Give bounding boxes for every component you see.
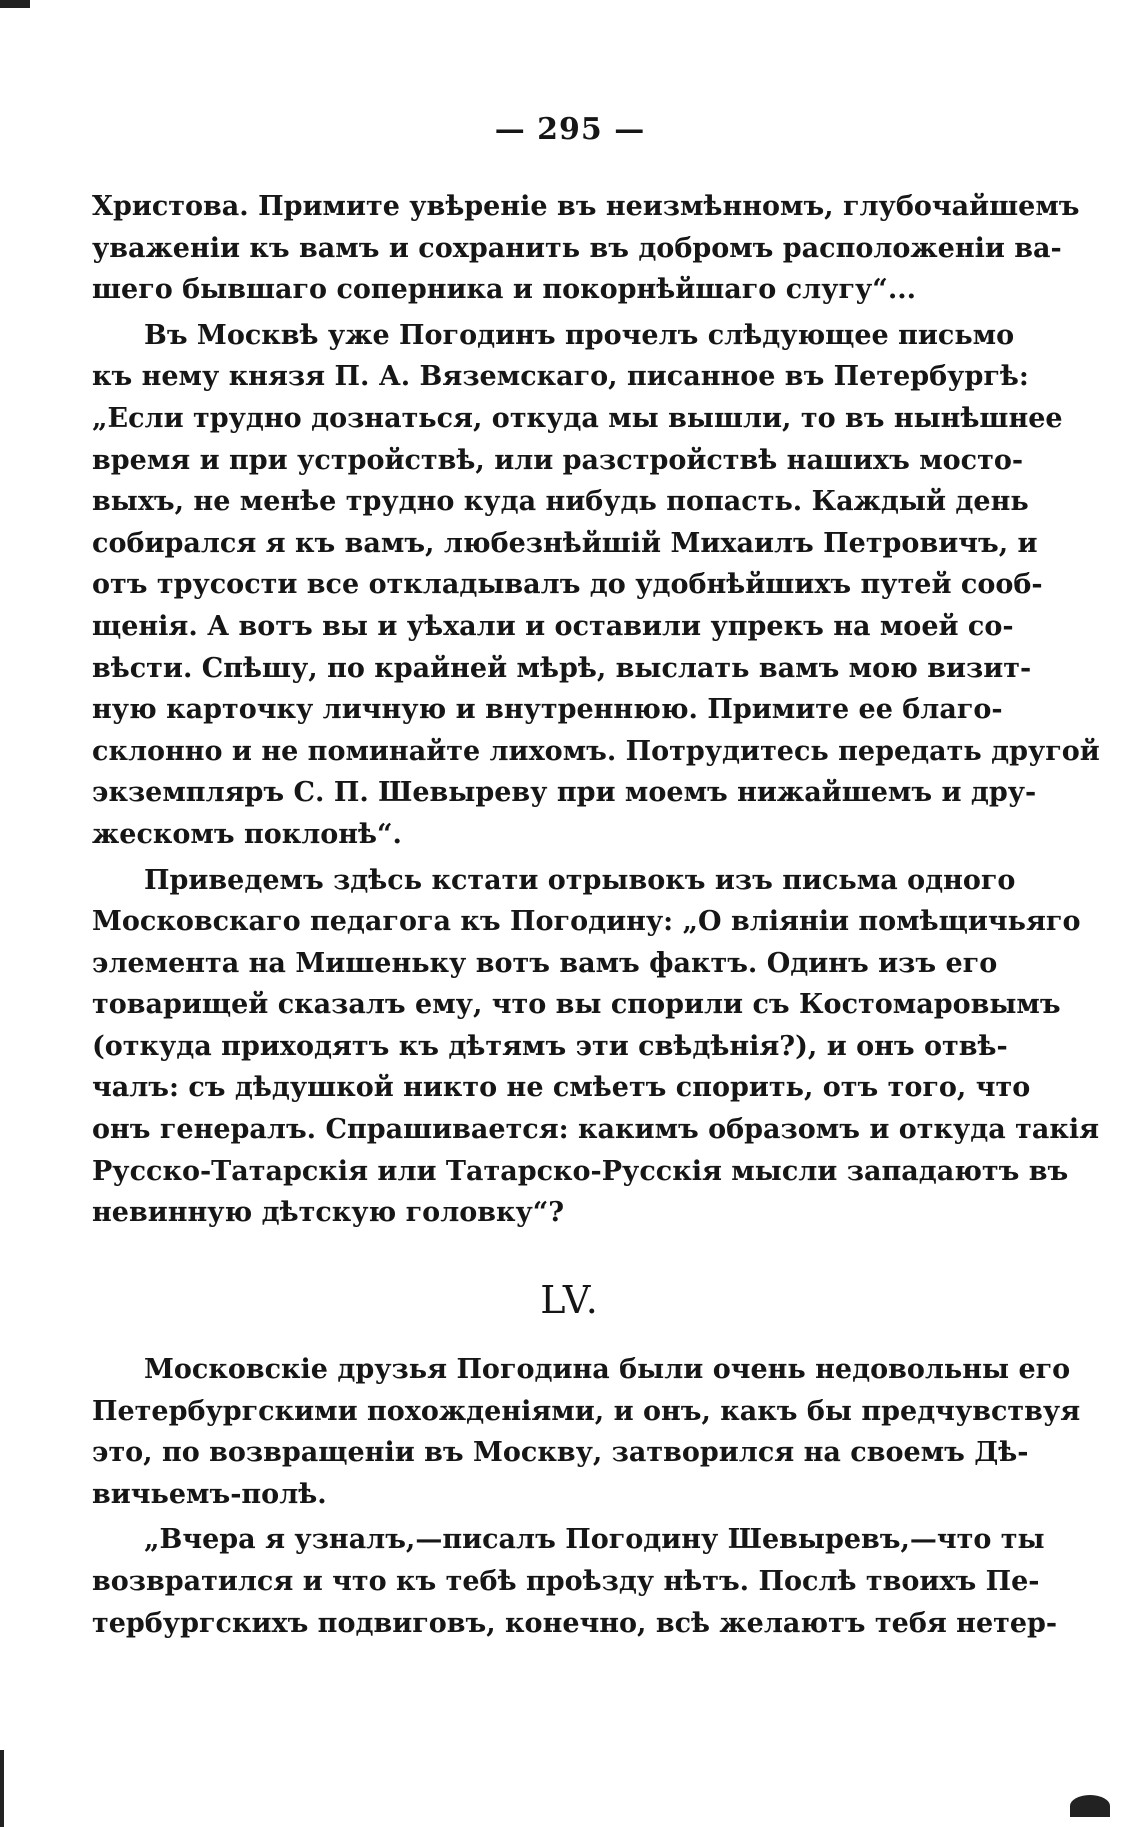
text-line: „Вчера я узналъ,—писалъ Погодину Шевыревъ,—что ты xyxy=(144,1524,1045,1556)
paragraph xyxy=(92,860,1100,1234)
text-line: Петербургскими похожденіями, и онъ, какъ бы предчувствуя xyxy=(92,1395,1081,1427)
scan-artifact xyxy=(0,1750,4,1827)
text-line: онъ генералъ. Спрашивается: какимъ образомъ и откуда такія xyxy=(92,1114,1100,1146)
text-line: вѣсти. Спѣшу, по крайней мѣрѣ, выслать вамъ мою визит- xyxy=(92,652,1032,684)
text-line: щенія. А вотъ вы и уѣхали и оставили упрекъ на моей со- xyxy=(92,610,1014,642)
scan-artifact xyxy=(1070,1795,1110,1817)
page-number: — 295 — xyxy=(494,112,646,147)
paragraph xyxy=(92,186,1080,311)
scan-artifact xyxy=(0,0,30,8)
text-line: собирался я къ вамъ, любезнѣйшій Михаилъ Петровичъ, и xyxy=(92,527,1038,559)
text-line: это, по возвращеніи въ Москву, затворился на своемъ Дѣ- xyxy=(92,1437,1029,1469)
text-line: Московскіе друзья Погодина были очень недовольны его xyxy=(144,1354,1071,1385)
paragraph xyxy=(92,1349,1081,1515)
text-line: „Если трудно дознаться, откуда мы вышли, то въ нынѣшнее xyxy=(92,402,1063,434)
text-line: склонно и не поминайте лихомъ. Потрудитесь передать другой xyxy=(92,735,1100,767)
text-line: товарищей сказалъ ему, что вы спорили съ Костомаровымъ xyxy=(92,989,1061,1021)
text-line: Приведемъ здѣсь кстати отрывокъ изъ письма одного xyxy=(144,864,1016,896)
text-line: возвратился и что къ тебѣ проѣзду нѣтъ. Послѣ твоихъ Пе- xyxy=(92,1565,1040,1597)
text-line: чалъ: съ дѣдушкой никто не смѣетъ спорить, отъ того, что xyxy=(92,1072,1031,1104)
text-line: вичьемъ-полѣ. xyxy=(92,1478,327,1510)
text-line: Въ Москвѣ уже Погодинъ прочелъ слѣдующее письмо xyxy=(144,319,1015,351)
text-line: отъ трусости все откладывалъ до удобнѣйшихъ путей сооб- xyxy=(92,569,1043,601)
text-line: выхъ, не менѣе трудно куда нибудь попасть. Каждый день xyxy=(92,486,1029,518)
chapter-heading: LV. xyxy=(540,1278,600,1322)
text-line: элемента на Мишеньку вотъ вамъ фактъ. Одинъ изъ его xyxy=(92,947,998,979)
text-line: (откуда приходятъ къ дѣтямъ эти свѣдѣнія?), и онъ отвѣ- xyxy=(92,1030,1008,1062)
text-line: экземпляръ С. П. Шевыреву при моемъ нижайшемъ и дру- xyxy=(92,777,1037,809)
paragraph xyxy=(92,1519,1058,1644)
body-text-top xyxy=(92,186,1100,1234)
text-line: жескомъ поклонѣ“. xyxy=(92,818,402,850)
body-text-bottom xyxy=(92,1349,1081,1644)
text-line: Московскаго педагога къ Погодину: „О вліяніи помѣщичьяго xyxy=(92,906,1081,938)
text-line: невинную дѣтскую головку“? xyxy=(92,1197,565,1229)
paragraph xyxy=(92,315,1100,856)
text-line: Христова. Примите увѣреніе въ неизмѣнномъ, глубочайшемъ xyxy=(92,191,1080,222)
text-line: время и при устройствѣ, или разстройствѣ нашихъ мосто- xyxy=(92,444,1024,476)
text-line: ную карточку личную и внутреннюю. Примите ее благо- xyxy=(92,694,1003,726)
text-line: тербургскихъ подвиговъ, конечно, всѣ желаютъ тебя нетер- xyxy=(92,1607,1058,1639)
text-line: Русско-Татарскія или Татарско-Русскія мысли западаютъ въ xyxy=(92,1155,1069,1187)
text-line: шего бывшаго соперника и покорнѣйшаго слугу“... xyxy=(92,274,917,306)
text-line: къ нему князя П. А. Вяземскаго, писанное въ Петербургѣ: xyxy=(92,361,1029,393)
text-line: уваженіи къ вамъ и сохранить въ добромъ расположеніи ва- xyxy=(92,232,1062,264)
